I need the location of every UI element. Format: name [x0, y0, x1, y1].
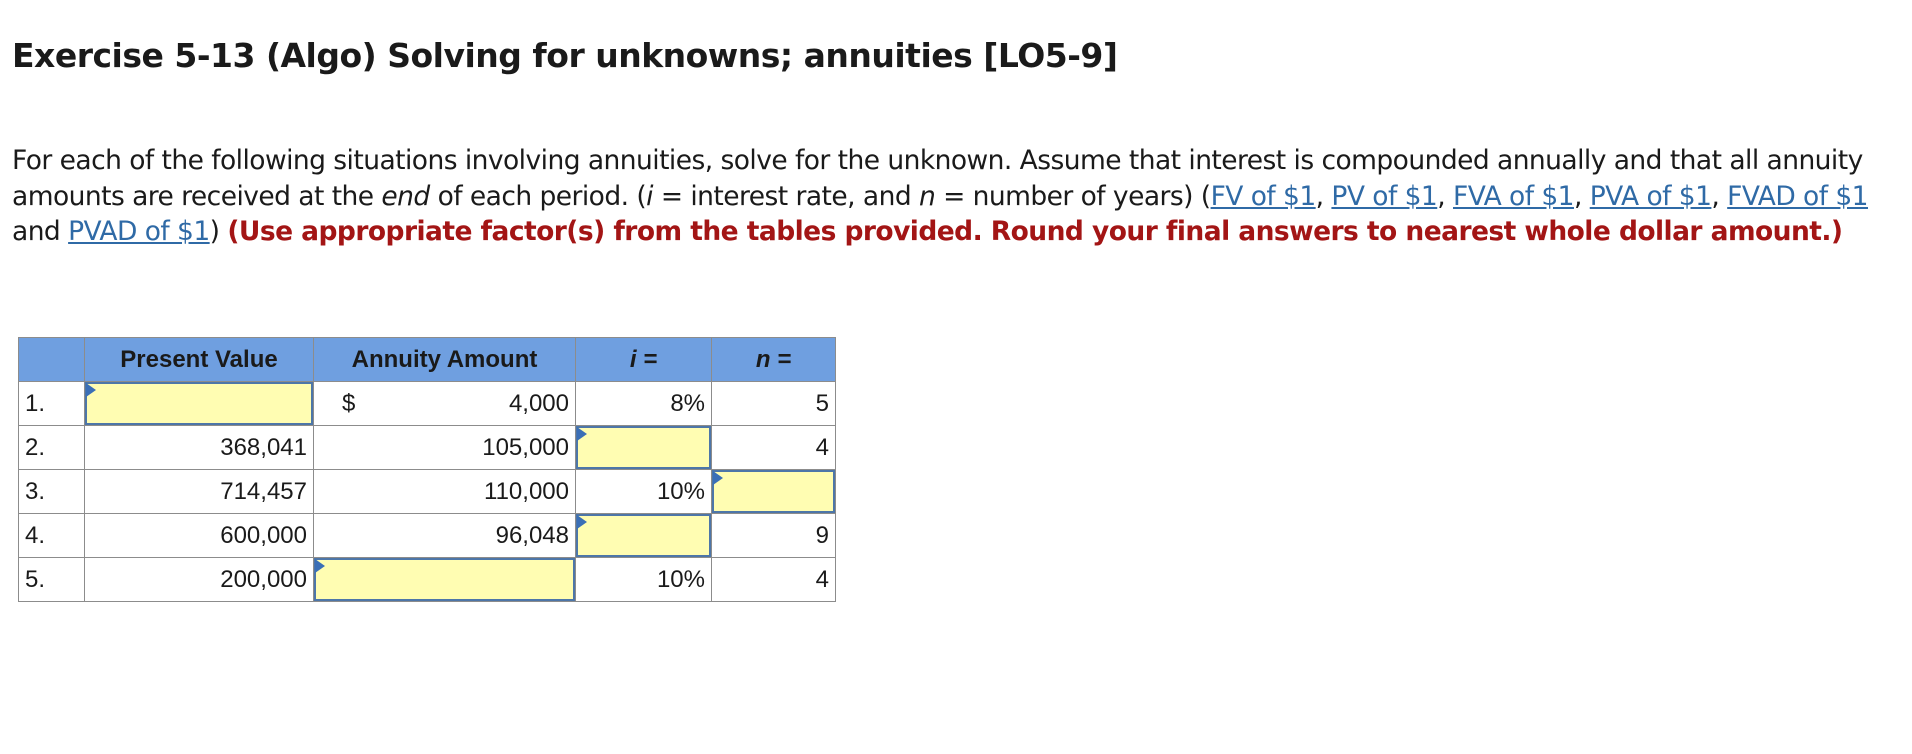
- row-label: 1.: [19, 382, 85, 426]
- number-of-years-value: 9: [712, 514, 836, 558]
- number-of-years-value: 4: [712, 426, 836, 470]
- interest-rate-value: 10%: [576, 558, 712, 602]
- interest-rate-input[interactable]: [576, 514, 711, 557]
- table-row: [19, 558, 836, 602]
- instructions-text: For each of the following situations involving annuities, solve for the unknown. Assume that interest is compounded annually and that all annuity amounts are received at the: [12, 145, 1863, 212]
- link-fvad-of-1[interactable]: FVAD of $1: [1727, 180, 1868, 212]
- instructions-text: = interest rate, and: [652, 180, 919, 212]
- table-row: [19, 382, 836, 426]
- instructions-paragraph: [12, 143, 1902, 250]
- present-value-value: 368,041: [85, 426, 314, 470]
- link-fva-of-1[interactable]: FVA of $1: [1453, 180, 1574, 212]
- link-pva-of-1[interactable]: PVA of $1: [1589, 180, 1712, 212]
- header-annuity-amount: Annuity Amount: [314, 338, 576, 382]
- header-interest-rate: i =: [576, 338, 712, 382]
- header-present-value: Present Value: [85, 338, 314, 382]
- annuity-amount-input[interactable]: [314, 558, 575, 601]
- header-number-of-years: n =: [712, 338, 836, 382]
- variable-i: i: [646, 180, 653, 212]
- row-label: 3.: [19, 470, 85, 514]
- interest-rate-value: 8%: [576, 382, 712, 426]
- table-row: [19, 426, 836, 470]
- instructions-text: of each period. (: [429, 180, 647, 212]
- table-header-row: [19, 338, 836, 382]
- table-row: [19, 470, 836, 514]
- instructions-text: ): [209, 216, 228, 247]
- currency-symbol: $: [342, 389, 356, 417]
- number-of-years-value: 5: [712, 382, 836, 426]
- annuity-amount-value: 96,048: [314, 514, 576, 558]
- present-value-value: 714,457: [85, 470, 314, 514]
- annuity-amount-value: 105,000: [314, 426, 576, 470]
- rounding-instruction: (Use appropriate factor(s) from the tables provided. Round your final answers to nearest whole dollar amount.): [227, 216, 1843, 247]
- annuity-amount-cell: [314, 558, 576, 602]
- link-separator: ,: [1711, 180, 1728, 212]
- number-of-years-value: 4: [712, 558, 836, 602]
- interest-rate-cell: [576, 514, 712, 558]
- link-pvad-of-1[interactable]: PVAD of $1: [68, 216, 210, 247]
- present-value-value: 200,000: [85, 558, 314, 602]
- link-separator: ,: [1315, 180, 1332, 212]
- interest-rate-cell: [576, 426, 712, 470]
- header-corner: [19, 338, 85, 382]
- instructions-text: = number of years) (: [935, 180, 1211, 212]
- row-label: 2.: [19, 426, 85, 470]
- instructions-italic-end: end: [381, 180, 430, 212]
- link-fv-of-1[interactable]: FV of $1: [1210, 180, 1316, 212]
- interest-rate-value: 10%: [576, 470, 712, 514]
- present-value-input[interactable]: [85, 382, 313, 425]
- row-label: 4.: [19, 514, 85, 558]
- exercise-title: Exercise 5-13 (Algo) Solving for unknowns; annuities [LO5-9]: [12, 36, 1118, 75]
- link-pv-of-1[interactable]: PV of $1: [1331, 180, 1438, 212]
- table-row: [19, 514, 836, 558]
- link-separator: ,: [1437, 180, 1453, 212]
- present-value-value: 600,000: [85, 514, 314, 558]
- link-separator: and: [12, 216, 69, 247]
- variable-n: n: [918, 180, 936, 212]
- annuities-table: [18, 337, 836, 602]
- link-separator: ,: [1573, 180, 1590, 212]
- number-of-years-cell: [712, 470, 836, 514]
- annuity-amount-value: 4,000: [508, 389, 569, 417]
- annuity-amount-value: 110,000: [314, 470, 576, 514]
- interest-rate-input[interactable]: [576, 426, 711, 469]
- present-value-cell: [85, 382, 314, 426]
- annuity-amount-cell: [314, 382, 576, 426]
- number-of-years-input[interactable]: [712, 470, 835, 513]
- row-label: 5.: [19, 558, 85, 602]
